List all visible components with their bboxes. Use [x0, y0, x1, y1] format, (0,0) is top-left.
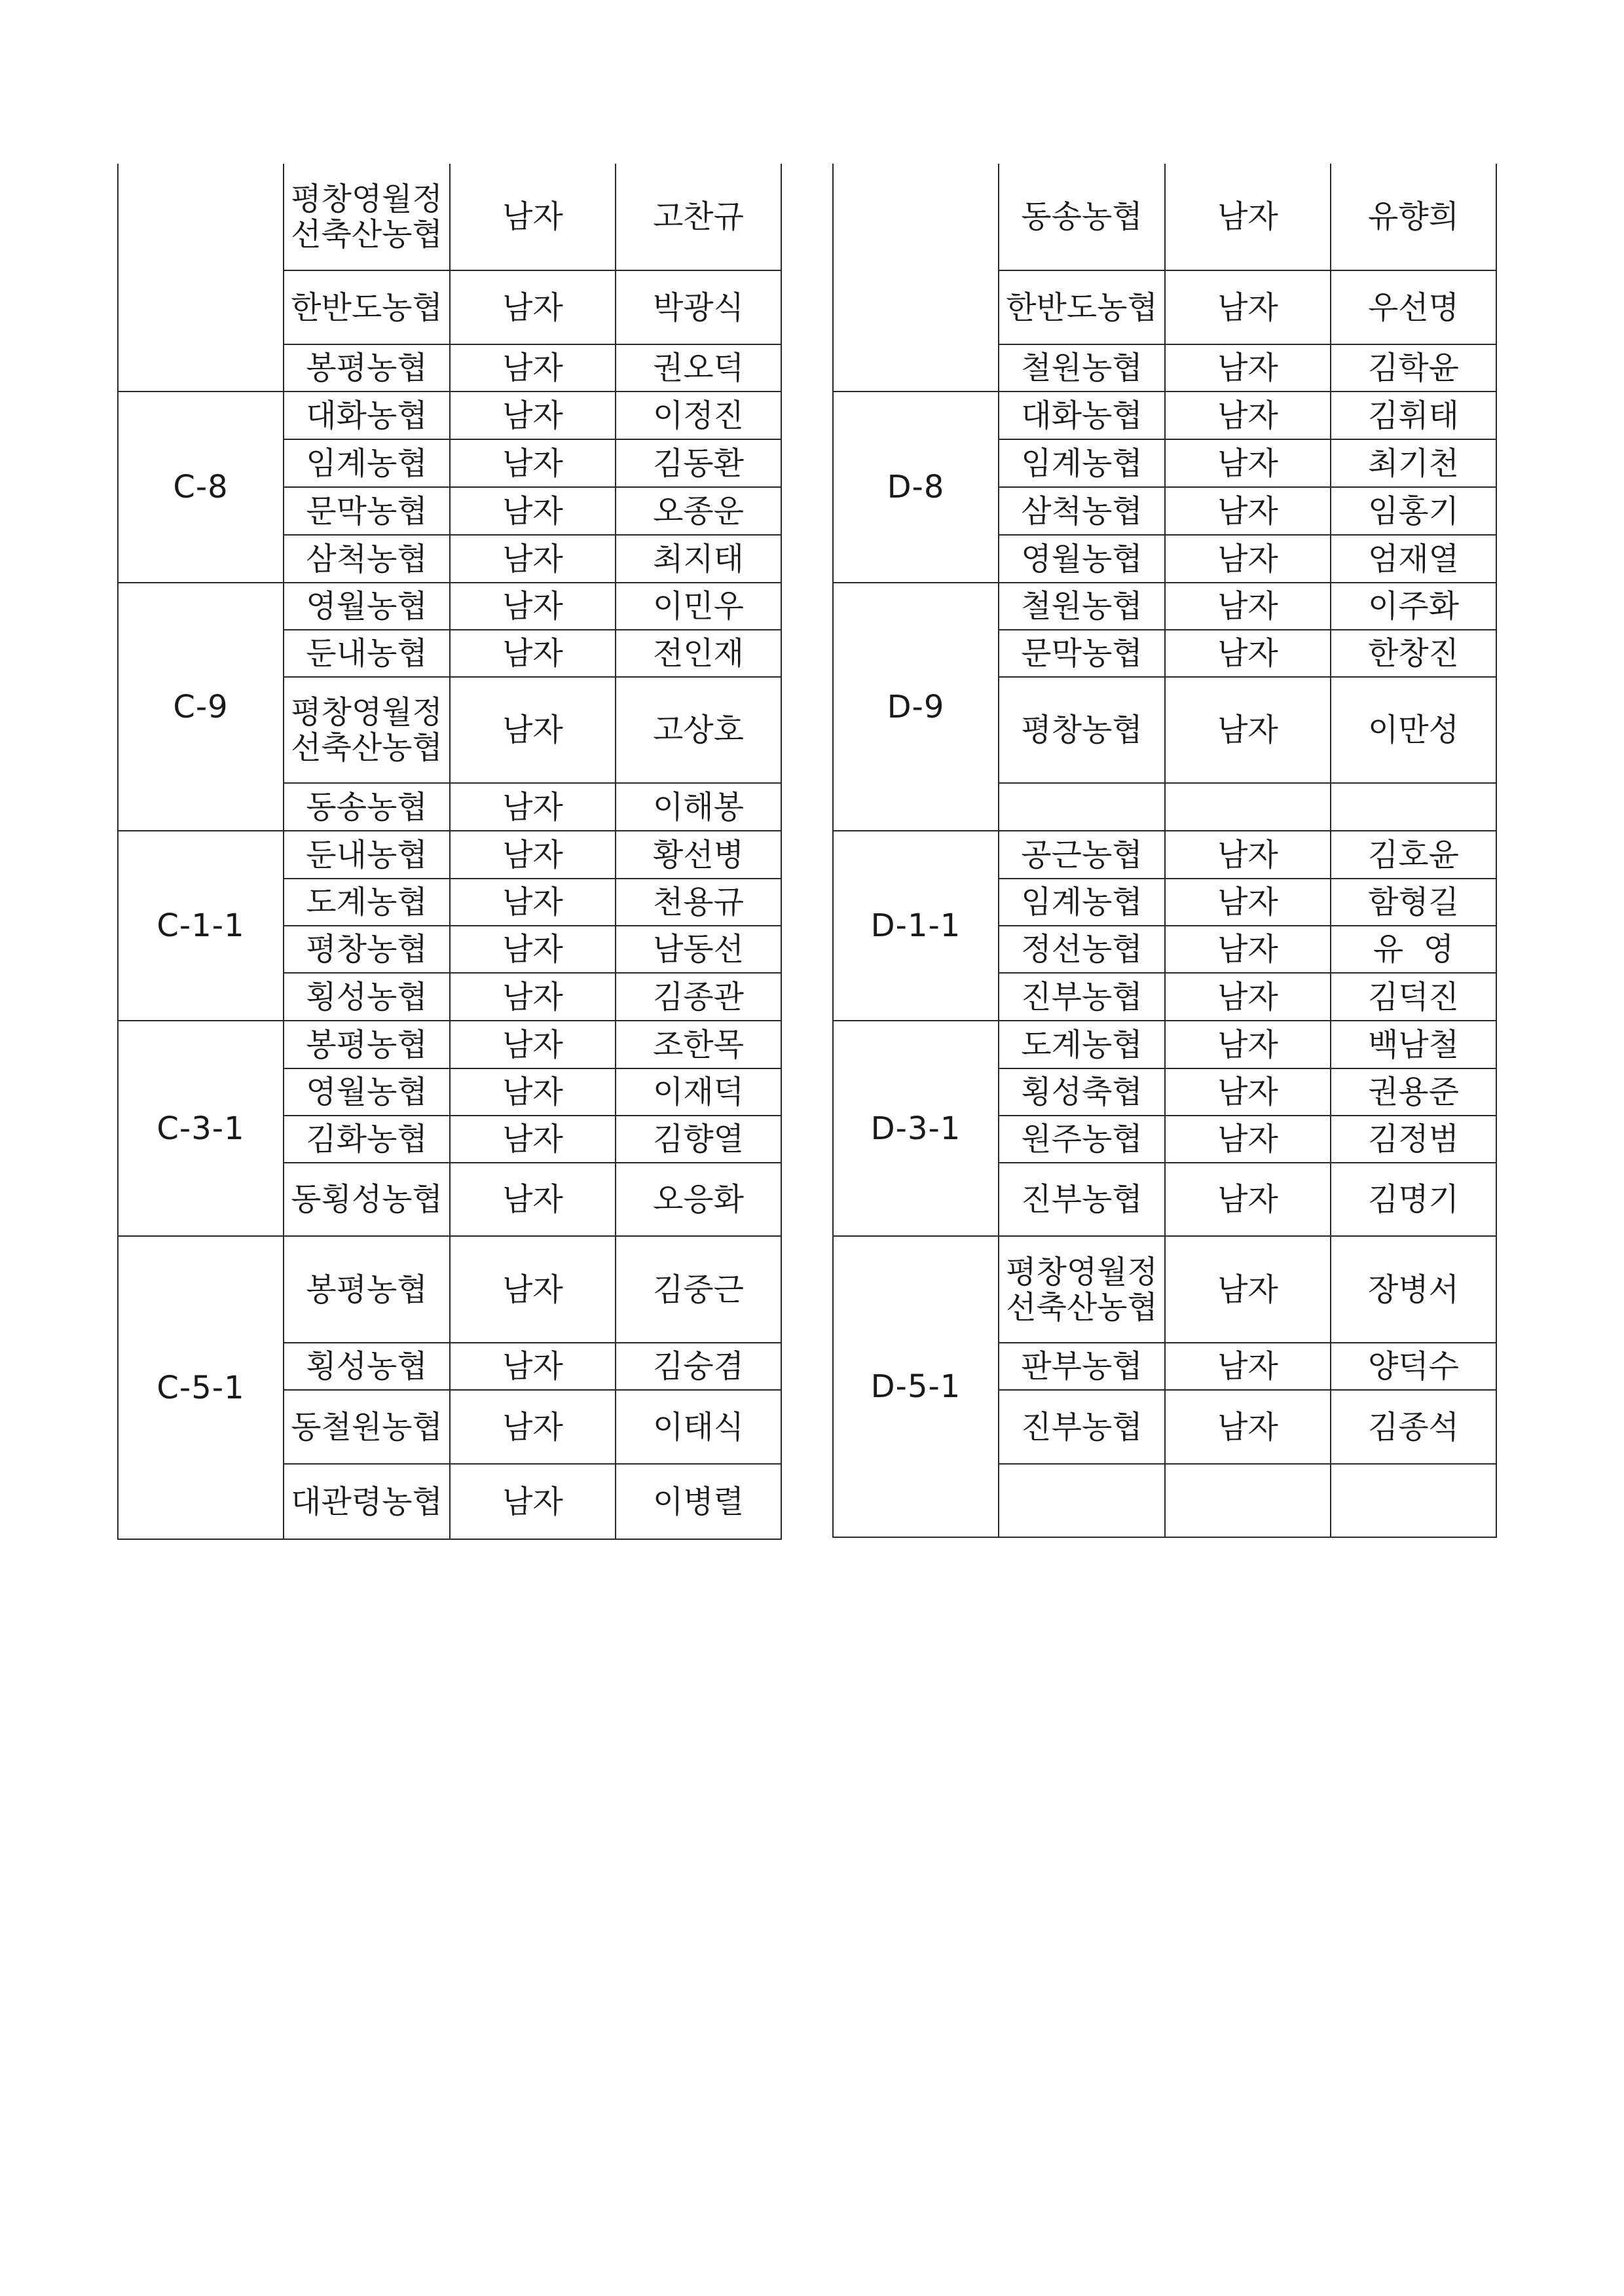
gender-cell: 남자 — [450, 1390, 616, 1464]
name-cell: 엄재열 — [1331, 535, 1496, 583]
gender-cell: 남자 — [450, 535, 616, 583]
name-cell: 이만성 — [1331, 677, 1496, 783]
coop-cell: 진부농협 — [999, 1390, 1165, 1464]
gender-cell — [1165, 1464, 1331, 1537]
gender-cell: 남자 — [450, 487, 616, 535]
name-cell: 김향열 — [616, 1116, 781, 1163]
group-label: C-8 — [118, 392, 284, 583]
coop-cell: 원주농협 — [999, 1116, 1165, 1163]
coop-cell: 한반도농협 — [999, 270, 1165, 344]
coop-cell: 정선농협 — [999, 926, 1165, 973]
gender-cell: 남자 — [1165, 1163, 1331, 1236]
name-cell — [1331, 783, 1496, 831]
coop-cell: 대관령농협 — [284, 1464, 450, 1539]
gender-cell: 남자 — [450, 1068, 616, 1116]
name-cell: 김휘태 — [1331, 392, 1496, 439]
gender-cell: 남자 — [1165, 677, 1331, 783]
table-row — [833, 164, 1496, 270]
coop-cell: 동철원농협 — [284, 1390, 450, 1464]
name-cell: 김덕진 — [1331, 973, 1496, 1021]
group-label: D-8 — [833, 392, 999, 583]
coop-cell: 영월농협 — [284, 583, 450, 630]
table-row — [118, 164, 781, 270]
name-cell: 고상호 — [616, 677, 781, 783]
name-cell: 김정범 — [1331, 1116, 1496, 1163]
gender-cell: 남자 — [1165, 535, 1331, 583]
group-label: D-5-1 — [833, 1236, 999, 1537]
gender-cell: 남자 — [1165, 1068, 1331, 1116]
name-cell — [1331, 1464, 1496, 1537]
gender-cell: 남자 — [1165, 439, 1331, 487]
coop-cell: 김화농협 — [284, 1116, 450, 1163]
name-cell: 김학윤 — [1331, 344, 1496, 392]
coop-cell: 평창영월정선축산농협 — [284, 164, 450, 270]
name-cell: 김중근 — [616, 1236, 781, 1343]
group-label: D-1-1 — [833, 831, 999, 1021]
name-cell: 이민우 — [616, 583, 781, 630]
coop-cell: 횡성농협 — [284, 973, 450, 1021]
table-row — [118, 1021, 781, 1068]
gender-cell: 남자 — [1165, 1390, 1331, 1464]
group-label: C-9 — [118, 583, 284, 831]
name-cell: 최기천 — [1331, 439, 1496, 487]
coop-cell: 횡성축협 — [999, 1068, 1165, 1116]
name-cell: 오종운 — [616, 487, 781, 535]
gender-cell: 남자 — [450, 1236, 616, 1343]
coop-cell — [999, 1464, 1165, 1537]
group-label: D-9 — [833, 583, 999, 831]
coop-cell: 영월농협 — [284, 1068, 450, 1116]
coop-cell: 동횡성농협 — [284, 1163, 450, 1236]
name-cell: 조한목 — [616, 1021, 781, 1068]
name-cell: 천용규 — [616, 879, 781, 926]
table-row — [833, 831, 1496, 879]
gender-cell: 남자 — [450, 926, 616, 973]
gender-cell: 남자 — [1165, 344, 1331, 392]
table-row — [118, 1236, 781, 1343]
table-row — [833, 1236, 1496, 1343]
group-label — [118, 164, 284, 392]
coop-cell: 철원농협 — [999, 583, 1165, 630]
name-cell: 한창진 — [1331, 630, 1496, 677]
coop-cell: 대화농협 — [284, 392, 450, 439]
name-cell: 권오덕 — [616, 344, 781, 392]
gender-cell: 남자 — [450, 1116, 616, 1163]
coop-cell: 판부농협 — [999, 1343, 1165, 1390]
coop-cell: 도계농협 — [999, 1021, 1165, 1068]
coop-cell: 문막농협 — [999, 630, 1165, 677]
name-cell: 김명기 — [1331, 1163, 1496, 1236]
gender-cell: 남자 — [450, 1343, 616, 1390]
table-row — [118, 831, 781, 879]
name-cell: 김호윤 — [1331, 831, 1496, 879]
name-cell: 김종석 — [1331, 1390, 1496, 1464]
name-cell: 김숭겸 — [616, 1343, 781, 1390]
coop-cell: 둔내농협 — [284, 630, 450, 677]
name-cell: 황선병 — [616, 831, 781, 879]
gender-cell: 남자 — [450, 1464, 616, 1539]
gender-cell: 남자 — [1165, 487, 1331, 535]
table-row — [118, 392, 781, 439]
group-label: C-5-1 — [118, 1236, 284, 1539]
table-row — [833, 583, 1496, 630]
table-row — [833, 1021, 1496, 1068]
coop-cell: 봉평농협 — [284, 1236, 450, 1343]
name-cell: 최지태 — [616, 535, 781, 583]
coop-cell: 한반도농협 — [284, 270, 450, 344]
coop-cell: 평창농협 — [284, 926, 450, 973]
coop-cell: 평창농협 — [999, 677, 1165, 783]
gender-cell: 남자 — [450, 973, 616, 1021]
gender-cell: 남자 — [450, 270, 616, 344]
name-cell: 이주화 — [1331, 583, 1496, 630]
group-label: C-3-1 — [118, 1021, 284, 1236]
coop-cell: 대화농협 — [999, 392, 1165, 439]
coop-cell: 도계농협 — [284, 879, 450, 926]
gender-cell: 남자 — [450, 1021, 616, 1068]
gender-cell: 남자 — [450, 630, 616, 677]
coop-cell: 임계농협 — [999, 439, 1165, 487]
name-cell: 전인재 — [616, 630, 781, 677]
gender-cell: 남자 — [1165, 1236, 1331, 1343]
coop-cell: 동송농협 — [999, 164, 1165, 270]
name-cell: 남동선 — [616, 926, 781, 973]
right-roster-table — [832, 164, 1497, 1538]
coop-cell: 철원농협 — [999, 344, 1165, 392]
name-cell: 우선명 — [1331, 270, 1496, 344]
gender-cell: 남자 — [1165, 392, 1331, 439]
gender-cell: 남자 — [450, 879, 616, 926]
coop-cell: 진부농협 — [999, 973, 1165, 1021]
coop-cell: 평창영월정선축산농협 — [284, 677, 450, 783]
name-cell: 양덕수 — [1331, 1343, 1496, 1390]
name-cell: 이정진 — [616, 392, 781, 439]
gender-cell: 남자 — [450, 164, 616, 270]
name-cell: 이병렬 — [616, 1464, 781, 1539]
name-cell: 유 영 — [1331, 926, 1496, 973]
gender-cell — [1165, 783, 1331, 831]
coop-cell: 문막농협 — [284, 487, 450, 535]
gender-cell: 남자 — [450, 344, 616, 392]
name-cell: 고찬규 — [616, 164, 781, 270]
name-cell: 이태식 — [616, 1390, 781, 1464]
left-roster-table — [117, 164, 782, 1540]
coop-cell: 평창영월정선축산농협 — [999, 1236, 1165, 1343]
name-cell: 유향희 — [1331, 164, 1496, 270]
group-label: D-3-1 — [833, 1021, 999, 1236]
name-cell: 이해봉 — [616, 783, 781, 831]
name-cell: 장병서 — [1331, 1236, 1496, 1343]
gender-cell: 남자 — [1165, 831, 1331, 879]
gender-cell: 남자 — [450, 677, 616, 783]
gender-cell: 남자 — [1165, 926, 1331, 973]
coop-cell: 삼척농협 — [284, 535, 450, 583]
gender-cell: 남자 — [450, 1163, 616, 1236]
gender-cell: 남자 — [450, 583, 616, 630]
gender-cell: 남자 — [1165, 879, 1331, 926]
gender-cell: 남자 — [1165, 1343, 1331, 1390]
gender-cell: 남자 — [450, 392, 616, 439]
gender-cell: 남자 — [450, 831, 616, 879]
gender-cell: 남자 — [450, 783, 616, 831]
name-cell: 오응화 — [616, 1163, 781, 1236]
gender-cell: 남자 — [1165, 630, 1331, 677]
gender-cell: 남자 — [1165, 164, 1331, 270]
coop-cell: 진부농협 — [999, 1163, 1165, 1236]
coop-cell: 삼척농협 — [999, 487, 1165, 535]
name-cell: 이재덕 — [616, 1068, 781, 1116]
name-cell: 김동환 — [616, 439, 781, 487]
coop-cell: 봉평농협 — [284, 344, 450, 392]
coop-cell: 영월농협 — [999, 535, 1165, 583]
group-label: C-1-1 — [118, 831, 284, 1021]
gender-cell: 남자 — [1165, 583, 1331, 630]
gender-cell: 남자 — [450, 439, 616, 487]
coop-cell: 둔내농협 — [284, 831, 450, 879]
gender-cell: 남자 — [1165, 1021, 1331, 1068]
coop-cell: 동송농협 — [284, 783, 450, 831]
coop-cell: 임계농협 — [284, 439, 450, 487]
name-cell: 박광식 — [616, 270, 781, 344]
gender-cell: 남자 — [1165, 270, 1331, 344]
coop-cell: 공근농협 — [999, 831, 1165, 879]
group-label — [833, 164, 999, 392]
name-cell: 백남철 — [1331, 1021, 1496, 1068]
coop-cell: 봉평농협 — [284, 1021, 450, 1068]
coop-cell: 횡성농협 — [284, 1343, 450, 1390]
coop-cell: 임계농협 — [999, 879, 1165, 926]
name-cell: 임홍기 — [1331, 487, 1496, 535]
table-row — [833, 392, 1496, 439]
coop-cell — [999, 783, 1165, 831]
table-row — [118, 583, 781, 630]
gender-cell: 남자 — [1165, 1116, 1331, 1163]
gender-cell: 남자 — [1165, 973, 1331, 1021]
name-cell: 함형길 — [1331, 879, 1496, 926]
name-cell: 권용준 — [1331, 1068, 1496, 1116]
name-cell: 김종관 — [616, 973, 781, 1021]
